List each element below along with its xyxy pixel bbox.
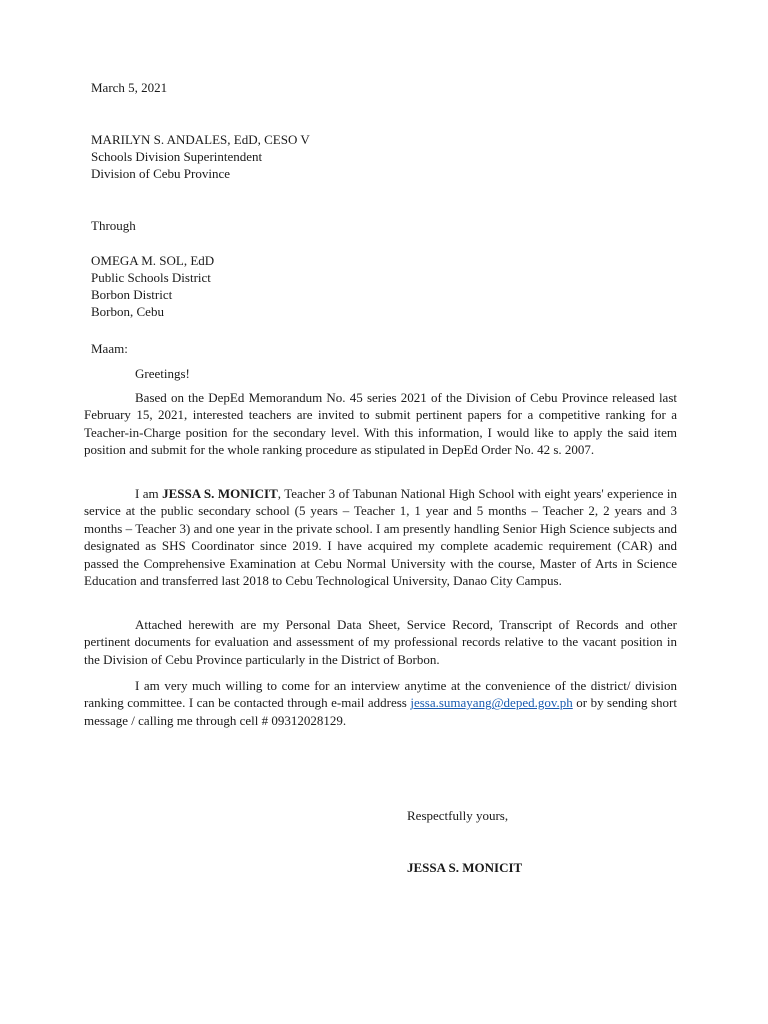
through-label: Through (91, 218, 136, 233)
paragraph-2-text: , Teacher 3 of Tabunan National High School with eight years' experience in service at the public secondary school (5 years – Teacher 1, 1 year and 5 months – Teacher 2, 2 years and 3 months – Teacher 3) and one year in the private school. I am presently handling Senior High Science subjects and designated as SHS Coordinator since 2019. I have acquired my complete academic requirement (CAR) and passed the Comprehensive Examination at Cebu Normal University with the course, Master of Arts in Science Education and transferred last 2018 to Cebu Technological University, Danao City Campus. (84, 486, 677, 589)
through-name: OMEGA M. SOL, EdD (91, 253, 215, 268)
recipient-name: MARILYN S. ANDALES, EdD, CESO V (91, 132, 310, 147)
paragraph-4-intro: I am very much willing to come for an interview anytime at the convenience of the district/ division ranking committee. I can be contacted through e-mail address (84, 678, 677, 711)
body-paragraph-1: Based on the DepEd Memorandum No. 45 series 2021 of the Division of Cebu Province released last February 15, 2021, interested teachers are invited to submit pertinent papers for a competitive ranking for a Teacher-in-Charge position for the secondary level. With this information, I would like to apply the said item position and submit for the whole ranking procedure as stipulated in DepEd Order No. 42 s. 2007. (84, 390, 677, 458)
through-district: Borbon District (91, 287, 173, 302)
greeting: Greetings! (135, 366, 190, 381)
through-location: Borbon, Cebu (91, 304, 164, 319)
signatory-name: JESSA S. MONICIT (407, 860, 523, 875)
salutation: Maam: (91, 341, 128, 356)
closing: Respectfully yours, (407, 808, 509, 823)
applicant-name: JESSA S. MONICIT (162, 486, 278, 501)
paragraph-4-text: or by sending short message / calling me through cell # 09312028129. (84, 695, 677, 728)
recipient-title: Schools Division Superintendent (91, 149, 263, 164)
body-paragraph-2 (84, 485, 677, 589)
body-paragraph-3: Attached herewith are my Personal Data Sheet, Service Record, Transcript of Records and other pertinent documents for evaluation and assessment of my professional records relative to the vacant position in the Division of Cebu Province particularly in the District of Borbon. (84, 617, 677, 667)
recipient-office: Division of Cebu Province (91, 166, 231, 181)
email-link[interactable]: jessa.sumayang@deped.gov.ph (410, 695, 573, 711)
paragraph-2-intro: I am (135, 486, 163, 501)
letter-date: March 5, 2021 (91, 80, 168, 95)
through-title: Public Schools District (91, 270, 211, 285)
body-paragraph-4 (84, 677, 677, 729)
